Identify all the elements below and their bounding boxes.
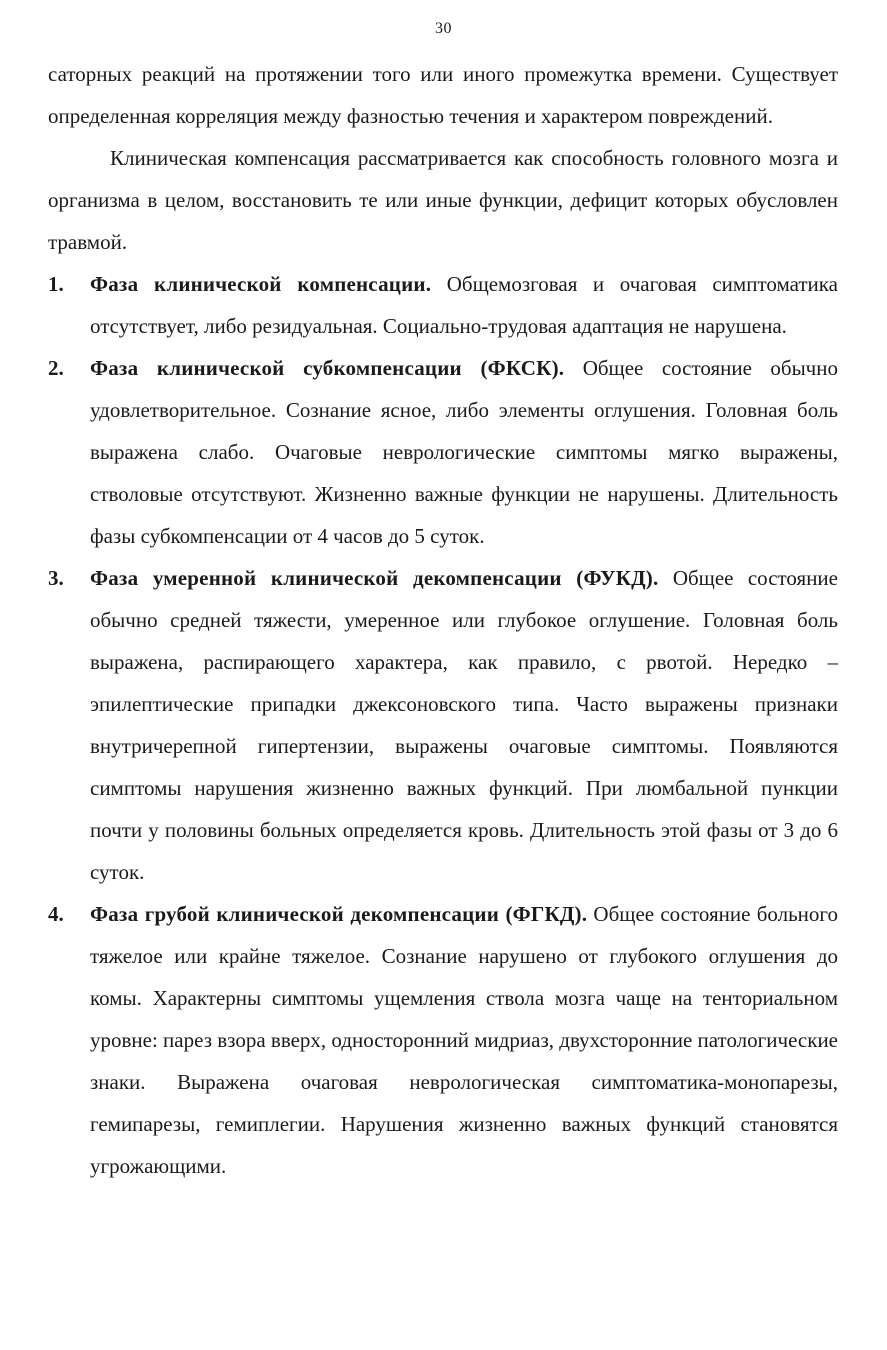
phase-title: Фаза умеренной клинической декомпенсации (ФУКД). <box>90 566 659 590</box>
phase-list <box>48 263 838 1187</box>
page-content <box>48 53 838 1187</box>
list-item-body <box>90 263 838 347</box>
list-number: 1. <box>48 272 64 296</box>
phase-description: Общее состояние обычно удовлетворительное. Сознание ясное, либо элементы оглушения. Головная боль выражена слабо. Очаговые неврологические симптомы мягко выражены, стволовые отсутствуют. Жизненно важные функции не нарушены. Длительность фазы субкомпенсации от 4 часов до 5 суток. <box>90 356 838 548</box>
list-item-phase-1 <box>48 263 838 347</box>
paragraph-clinical-compensation: Клиническая компенсация рассматривается как способность головного мозга и организма в целом, восстановить те или иные функции, дефицит которых обусловлен травмой. <box>48 146 838 254</box>
list-number: 3. <box>48 566 64 590</box>
page-number: 30 <box>435 20 452 37</box>
paragraph-continuation: саторных реакций на протяжении того или иного промежутка времени. Существует определенная корреляция между фазностью течения и характером повреждений. <box>48 62 838 128</box>
list-item-body <box>90 893 838 1187</box>
list-item-body <box>90 347 838 557</box>
list-item-phase-3 <box>48 557 838 893</box>
list-item-phase-4 <box>48 893 838 1187</box>
phase-description: Общее состояние больного тяжелое или крайне тяжелое. Сознание нарушено от глубокого оглушения до комы. Характерны симптомы ущемления ствола мозга чаще на тенториальном уровне: парез взора вверх, односторонний мидриаз, двухсторонние патологические знаки. Выражена очаговая неврологическая симптоматика-монопарезы, гемипарезы, гемиплегии. Нарушения жизненно важных функций становятся угрожающими. <box>90 902 839 1178</box>
phase-description: Общее состояние обычно средней тяжести, умеренное или глубокое оглушение. Головная боль выражена, распирающего характера, как правило, с рвотой. Нередко – эпилептические припадки джексоновского типа. Часто выражены признаки внутричерепной гипертензии, выражены очаговые симптомы. Появляются симптомы нарушения жизненно важных функций. При люмбальной пункции почти у половины больных определяется кровь. Длительность этой фазы от 3 до 6 суток. <box>90 566 838 884</box>
phase-title: Фаза грубой клинической декомпенсации (ФГКД). <box>90 902 588 926</box>
phase-title: Фаза клинической компенсации. <box>90 272 432 296</box>
list-item-body <box>90 557 838 893</box>
list-number: 2. <box>48 356 64 380</box>
list-item-phase-2 <box>48 347 838 557</box>
phase-title: Фаза клинической субкомпенсации (ФКСК). <box>90 356 565 380</box>
phase-description: Общемозговая и очаговая симптоматика отсутствует, либо резидуальная. Социально-трудовая адаптация не нарушена. <box>90 272 838 338</box>
list-number: 4. <box>48 902 64 926</box>
